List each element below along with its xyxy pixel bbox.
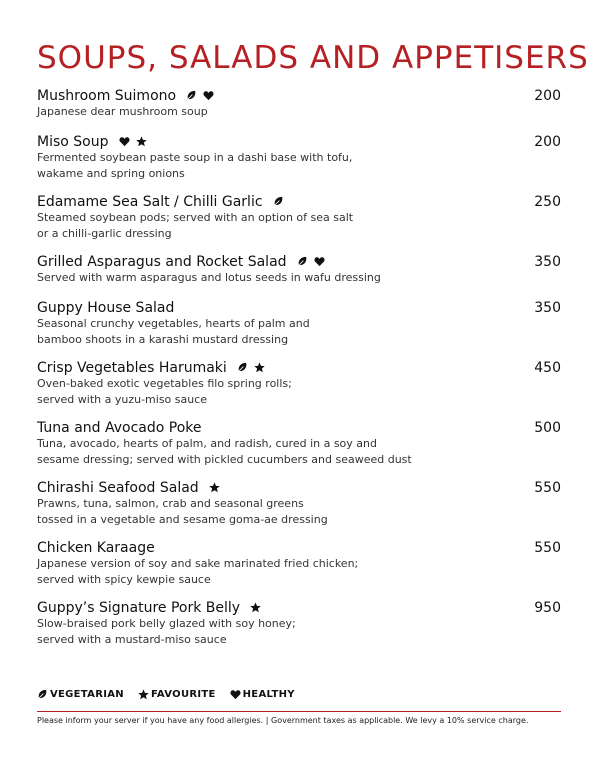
menu-item-price: 250 bbox=[534, 194, 561, 210]
menu-item-description: bamboo shoots in a karashi mustard dressing bbox=[37, 332, 289, 346]
menu-item-name: Crisp Vegetables Harumaki bbox=[37, 360, 227, 376]
menu-item-description: Fermented soybean paste soup in a dashi base with tofu, bbox=[37, 151, 353, 164]
menu-item-price: 550 bbox=[534, 480, 561, 496]
menu-item bbox=[37, 88, 561, 120]
menu-item-header bbox=[37, 480, 561, 496]
menu-item-name: Miso Soup bbox=[37, 134, 109, 150]
menu-item-name: Guppy House Salad bbox=[37, 300, 175, 316]
menu-item-description: Slow-braised pork belly glazed with soy honey; bbox=[37, 617, 296, 630]
leaf-icon bbox=[37, 689, 48, 700]
menu-item-header bbox=[37, 600, 561, 616]
menu-item-description: served with spicy kewpie sauce bbox=[37, 572, 211, 586]
leaf-icon bbox=[273, 196, 284, 207]
menu-item-header bbox=[37, 254, 561, 270]
menu-item-description: served with a yuzu-miso sauce bbox=[37, 392, 208, 406]
menu-item-icons bbox=[119, 136, 147, 147]
menu-item bbox=[37, 480, 561, 527]
menu-item-icons bbox=[297, 256, 325, 267]
legend-item bbox=[230, 689, 295, 700]
menu-item-description: Served with warm asparagus and lotus seeds in wafu dressing bbox=[37, 271, 381, 284]
menu-item bbox=[37, 254, 561, 286]
star-icon bbox=[254, 362, 265, 373]
menu-item-name: Mushroom Suimono bbox=[37, 88, 177, 104]
heart-icon bbox=[314, 256, 325, 267]
menu-item bbox=[37, 300, 561, 347]
legend-item bbox=[37, 689, 124, 700]
menu-item bbox=[37, 540, 561, 587]
menu-item bbox=[37, 420, 561, 467]
menu-item-icons bbox=[237, 362, 265, 373]
legend bbox=[37, 689, 295, 700]
menu-item-description: Oven-baked exotic vegetables filo spring rolls; bbox=[37, 377, 292, 390]
menu-item-icons bbox=[250, 602, 261, 613]
menu-item-name: Guppy’s Signature Pork Belly bbox=[37, 600, 241, 616]
menu-item-name: Chirashi Seafood Salad bbox=[37, 480, 199, 496]
menu-item-header bbox=[37, 360, 561, 376]
legend-label: FAVOURITE bbox=[150, 689, 216, 700]
menu-item-description: Japanese dear mushroom soup bbox=[37, 105, 208, 118]
menu-item-price: 200 bbox=[534, 88, 561, 104]
menu-item-description: Seasonal crunchy vegetables, hearts of palm and bbox=[37, 317, 310, 330]
leaf-icon bbox=[237, 362, 248, 373]
menu-item-price: 350 bbox=[534, 254, 561, 270]
menu-item-price: 950 bbox=[534, 600, 561, 616]
menu-item-description: Japanese version of soy and sake marinated fried chicken; bbox=[37, 557, 359, 570]
menu-item-description: or a chilli-garlic dressing bbox=[37, 226, 172, 240]
menu-item-description: served with a mustard-miso sauce bbox=[37, 632, 227, 646]
section-title: SOUPS, SALADS AND APPETISERS bbox=[37, 40, 589, 76]
menu-item bbox=[37, 134, 561, 181]
menu-item-price: 450 bbox=[534, 360, 561, 376]
menu-item-description: Prawns, tuna, salmon, crab and seasonal greens bbox=[37, 497, 304, 510]
menu-item-name: Tuna and Avocado Poke bbox=[37, 420, 202, 436]
menu-item-header bbox=[37, 134, 561, 150]
menu-item-price: 350 bbox=[534, 300, 561, 316]
menu-item bbox=[37, 360, 561, 407]
menu-item-icons bbox=[186, 90, 214, 101]
menu-item-name: Edamame Sea Salt / Chilli Garlic bbox=[37, 194, 263, 210]
leaf-icon bbox=[297, 256, 308, 267]
menu-item-header bbox=[37, 88, 561, 104]
heart-icon bbox=[119, 136, 130, 147]
menu-item bbox=[37, 600, 561, 647]
footer-divider bbox=[37, 711, 561, 712]
menu-item-description: Tuna, avocado, hearts of palm, and radish, cured in a soy and bbox=[37, 437, 377, 450]
menu-item-price: 550 bbox=[534, 540, 561, 556]
menu-item-icons bbox=[273, 196, 284, 207]
menu-item-header bbox=[37, 194, 561, 210]
legend-item bbox=[138, 689, 216, 700]
menu-item-description: sesame dressing; served with pickled cucumbers and seaweed dust bbox=[37, 452, 412, 466]
star-icon bbox=[209, 482, 220, 493]
heart-icon bbox=[203, 90, 214, 101]
menu-item-name: Chicken Karaage bbox=[37, 540, 155, 556]
menu-item-description: Steamed soybean pods; served with an option of sea salt bbox=[37, 211, 354, 224]
leaf-icon bbox=[186, 90, 197, 101]
legend-label: HEALTHY bbox=[242, 689, 295, 700]
footer-note: Please inform your server if you have any food allergies. | Government taxes as applicable. We levy a 10% service charge. bbox=[37, 716, 529, 725]
menu-item-header bbox=[37, 300, 561, 316]
star-icon bbox=[138, 689, 149, 700]
menu-item-price: 200 bbox=[534, 134, 561, 150]
heart-icon bbox=[230, 689, 241, 700]
menu-item-name: Grilled Asparagus and Rocket Salad bbox=[37, 254, 287, 270]
menu-item-description: wakame and spring onions bbox=[37, 166, 185, 180]
menu-item-icons bbox=[209, 482, 220, 493]
menu-item-description: tossed in a vegetable and sesame goma-ae dressing bbox=[37, 512, 328, 526]
menu-item-header bbox=[37, 420, 561, 436]
star-icon bbox=[136, 136, 147, 147]
legend-label: VEGETARIAN bbox=[50, 689, 124, 700]
menu-item bbox=[37, 194, 561, 241]
menu-item-price: 500 bbox=[534, 420, 561, 436]
menu-item-header bbox=[37, 540, 561, 556]
star-icon bbox=[250, 602, 261, 613]
